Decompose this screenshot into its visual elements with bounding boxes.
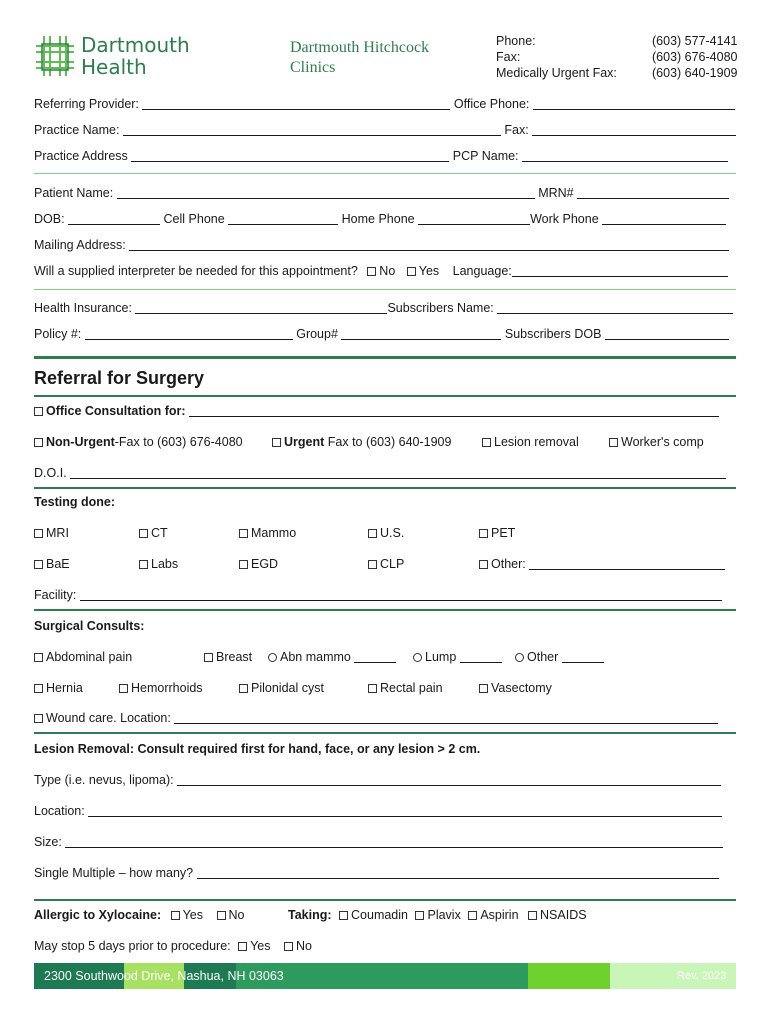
- interpreter-yes-label: Yes: [418, 264, 440, 278]
- consult-radio[interactable]: [413, 653, 422, 662]
- dartmouth-logo-icon: [34, 34, 76, 78]
- divider: [34, 173, 736, 174]
- cell-phone-label: Cell Phone: [163, 212, 225, 226]
- doi-label: D.O.I.: [34, 466, 67, 480]
- phone-label: Phone:: [496, 34, 536, 48]
- testing-label: CT: [151, 526, 168, 540]
- testing-option: [139, 526, 168, 540]
- contact-values: [652, 33, 737, 81]
- section-title: Referral for Surgery: [34, 368, 205, 388]
- divider: [34, 899, 736, 901]
- lesion-location-label: Location:: [34, 804, 85, 818]
- non-urgent-option: [34, 435, 243, 449]
- health-insurance-row: [34, 301, 733, 315]
- office-phone-label: Office Phone:: [453, 97, 530, 111]
- footer-rev: Rev. 2023: [677, 970, 727, 982]
- interpreter-no-checkbox[interactable]: [367, 267, 376, 276]
- language-field[interactable]: [512, 264, 728, 277]
- consult-checkbox[interactable]: [368, 684, 377, 693]
- taking-row: [288, 908, 587, 922]
- facility-label: Facility:: [34, 588, 77, 602]
- patient-name-label: Patient Name:: [34, 186, 114, 200]
- lesion-location-field[interactable]: [88, 804, 722, 817]
- clinics-line1: Dartmouth Hitchcock: [290, 39, 430, 56]
- lesion-count-row: [34, 866, 719, 880]
- home-phone-field[interactable]: [418, 212, 530, 225]
- testing-checkbox[interactable]: [368, 529, 377, 538]
- divider: [34, 609, 736, 611]
- clinics-line2: Clinics: [290, 59, 336, 76]
- testing-label: U.S.: [380, 526, 405, 540]
- testing-option: [239, 557, 278, 571]
- work-phone-field[interactable]: [602, 212, 726, 225]
- testing-label: Mammo: [251, 526, 297, 540]
- may-stop-yes-label: Yes: [250, 939, 271, 953]
- testing-label: Labs: [151, 557, 179, 571]
- med-label: Aspirin: [480, 908, 519, 922]
- practice-name-field[interactable]: [123, 123, 501, 136]
- allergic-yes-checkbox[interactable]: [171, 911, 180, 920]
- workers-comp-option: [609, 435, 704, 449]
- office-consult-row: [34, 404, 719, 418]
- office-consult-label: Office Consultation for:: [46, 404, 186, 418]
- referring-provider-label: Referring Provider:: [34, 97, 139, 111]
- subscribers-dob-label: Subscribers DOB: [504, 327, 602, 341]
- wound-care-field[interactable]: [174, 711, 718, 724]
- testing-option: [34, 526, 69, 540]
- divider: [34, 289, 736, 290]
- divider: [34, 487, 736, 489]
- urgent-bold: Urgent: [284, 435, 325, 449]
- phone-value: (603) 577-4141: [652, 34, 738, 48]
- testing-label: EGD: [251, 557, 279, 571]
- testing-checkbox[interactable]: [479, 560, 488, 569]
- non-urgent-bold: Non-Urgent: [46, 435, 115, 449]
- lesion-count-label: Single Multiple – how many?: [34, 866, 194, 880]
- workers-comp-label: Worker's comp: [621, 435, 704, 449]
- lesion-removal-checkbox[interactable]: [482, 438, 491, 447]
- urgent-fax-value: (603) 640-1909: [652, 66, 738, 80]
- facility-field[interactable]: [80, 588, 722, 601]
- lesion-type-label: Type (i.e. nevus, lipoma):: [34, 773, 174, 787]
- consult-label: Other: [527, 650, 559, 664]
- consult-checkbox[interactable]: [34, 653, 43, 662]
- consult-label: Rectal pain: [380, 681, 443, 695]
- med-label: Plavix: [427, 908, 461, 922]
- testing-label: BaE: [46, 557, 70, 571]
- other-test-field[interactable]: [529, 557, 725, 570]
- policy-label: Policy #:: [34, 327, 82, 341]
- testing-checkbox[interactable]: [34, 529, 43, 538]
- practice-name-row: [34, 123, 736, 137]
- allergic-yes-label: Yes: [182, 908, 204, 922]
- testing-checkbox[interactable]: [368, 560, 377, 569]
- divider: [34, 395, 736, 397]
- practice-address-label: Practice Address: [34, 149, 128, 163]
- consult-label: Lump: [425, 650, 457, 664]
- consult-option: [413, 650, 502, 664]
- urgent-rest: Fax to (603) 640-1909: [324, 435, 452, 449]
- testing-checkbox[interactable]: [139, 529, 148, 538]
- lesion-title: Lesion Removal: Consult required first for hand, face, or any lesion > 2 cm.: [34, 742, 481, 756]
- practice-fax-field[interactable]: [532, 123, 736, 136]
- practice-name-label: Practice Name:: [34, 123, 120, 137]
- may-stop-yes-checkbox[interactable]: [238, 942, 247, 951]
- pcp-name-field[interactable]: [522, 149, 728, 162]
- may-stop-row: [34, 939, 312, 953]
- consult-option: [204, 650, 252, 664]
- consult-radio[interactable]: [268, 653, 277, 662]
- consult-label: Abn mammo: [280, 650, 351, 664]
- health-insurance-label: Health Insurance:: [34, 301, 132, 315]
- interpreter-no-label: No: [379, 264, 396, 278]
- dob-row: [34, 212, 726, 226]
- med-checkbox[interactable]: [415, 911, 424, 920]
- lesion-type-row: [34, 773, 721, 787]
- lesion-count-field[interactable]: [197, 866, 719, 879]
- testing-option: [34, 557, 70, 571]
- consults-title: Surgical Consults:: [34, 619, 145, 633]
- practice-fax-label: Fax:: [504, 123, 529, 137]
- group-label: Group#: [296, 327, 338, 341]
- consult-option: [34, 650, 132, 664]
- policy-field[interactable]: [85, 327, 293, 340]
- interpreter-row: [34, 264, 728, 278]
- urgent-checkbox[interactable]: [272, 438, 281, 447]
- testing-checkbox[interactable]: [34, 560, 43, 569]
- consult-checkbox[interactable]: [239, 684, 248, 693]
- allergy-row: [34, 908, 244, 922]
- med-label: Coumadin: [351, 908, 408, 922]
- consult-checkbox[interactable]: [119, 684, 128, 693]
- lesion-type-field[interactable]: [177, 773, 721, 786]
- consult-option: [368, 681, 443, 695]
- may-stop-label: May stop 5 days prior to procedure:: [34, 939, 231, 953]
- testing-checkbox[interactable]: [239, 560, 248, 569]
- consult-option: [515, 650, 604, 664]
- testing-checkbox[interactable]: [239, 529, 248, 538]
- consult-label: Breast: [216, 650, 253, 664]
- interpreter-yes-checkbox[interactable]: [407, 267, 416, 276]
- testing-label: CLP: [380, 557, 405, 571]
- fax-label: Fax:: [496, 50, 521, 64]
- consult-label: Abdominal pain: [46, 650, 133, 664]
- med-checkbox[interactable]: [468, 911, 477, 920]
- divider: [34, 732, 736, 734]
- fax-value: (603) 676-4080: [652, 50, 738, 64]
- wound-care-row: [34, 711, 718, 725]
- dob-field[interactable]: [68, 212, 160, 225]
- urgent-option: [272, 435, 451, 449]
- contact-labels: [496, 33, 617, 81]
- may-stop-no-checkbox[interactable]: [284, 942, 293, 951]
- group-field[interactable]: [341, 327, 501, 340]
- consult-checkbox[interactable]: [34, 684, 43, 693]
- interpreter-question: Will a supplied interpreter be needed for this appointment?: [34, 264, 358, 278]
- testing-label: PET: [491, 526, 516, 540]
- wound-care-checkbox[interactable]: [34, 714, 43, 723]
- testing-option: [368, 526, 404, 540]
- office-consult-checkbox[interactable]: [34, 407, 43, 416]
- other-consult-field[interactable]: [562, 650, 604, 663]
- brand-name: [81, 34, 190, 78]
- may-stop-no-label: No: [296, 939, 312, 953]
- doi-field[interactable]: [70, 466, 726, 479]
- consult-option: [268, 650, 396, 664]
- testing-checkbox[interactable]: [139, 560, 148, 569]
- non-urgent-rest: -Fax to (603) 676-4080: [114, 435, 243, 449]
- consult-checkbox[interactable]: [479, 684, 488, 693]
- allergic-no-label: No: [228, 908, 245, 922]
- allergic-no-checkbox[interactable]: [217, 911, 226, 920]
- lesion-location-row: [34, 804, 722, 818]
- testing-checkbox[interactable]: [479, 529, 488, 538]
- med-label: NSAIDS: [540, 908, 587, 922]
- cell-phone-field[interactable]: [228, 212, 338, 225]
- consult-checkbox[interactable]: [204, 653, 213, 662]
- office-consult-field[interactable]: [189, 404, 719, 417]
- mailing-address-field[interactable]: [129, 238, 729, 251]
- consult-option: [479, 681, 552, 695]
- consult-option: [239, 681, 324, 695]
- testing-option: [368, 557, 404, 571]
- subscribers-dob-field[interactable]: [605, 327, 729, 340]
- consult-radio[interactable]: [515, 653, 524, 662]
- work-phone-label: Work Phone: [530, 212, 599, 226]
- facility-row: [34, 588, 722, 602]
- urgent-fax-label: Medically Urgent Fax:: [496, 66, 617, 80]
- mailing-address-label: Mailing Address:: [34, 238, 126, 252]
- testing-label: Other:: [491, 557, 526, 571]
- lump-field[interactable]: [460, 650, 502, 663]
- language-label: Language:: [452, 264, 512, 278]
- lesion-size-field[interactable]: [65, 835, 723, 848]
- logo: [34, 34, 76, 78]
- consult-label: Hernia: [46, 681, 83, 695]
- brand-line1: Dartmouth: [81, 33, 190, 57]
- footer-address: 2300 Southwood Drive, Nashua, NH 03063: [44, 969, 284, 983]
- testing-option: [479, 557, 725, 571]
- testing-title: Testing done:: [34, 495, 116, 509]
- med-checkbox[interactable]: [339, 911, 348, 920]
- subscribers-name-label: Subscribers Name:: [387, 301, 494, 315]
- testing-option: [239, 526, 296, 540]
- patient-name-field[interactable]: [117, 186, 535, 199]
- consult-label: Hemorrhoids: [131, 681, 203, 695]
- section-divider: [34, 356, 736, 359]
- referring-provider-field[interactable]: [142, 97, 450, 110]
- office-phone-field[interactable]: [533, 97, 735, 110]
- patient-name-row: [34, 186, 729, 200]
- footer-segment: [528, 963, 610, 989]
- consult-label: Vasectomy: [491, 681, 552, 695]
- wound-care-label: Wound care. Location:: [46, 711, 171, 725]
- subscribers-name-field[interactable]: [497, 301, 733, 314]
- policy-row: [34, 327, 729, 341]
- consult-option: [34, 681, 83, 695]
- brand-line2: Health: [81, 55, 147, 79]
- mailing-address-row: [34, 238, 729, 252]
- referring-provider-row: [34, 97, 735, 111]
- testing-label: MRI: [46, 526, 69, 540]
- consult-option: [119, 681, 203, 695]
- doi-row: [34, 466, 726, 480]
- dob-label: DOB:: [34, 212, 65, 226]
- mrn-label: MRN#: [538, 186, 574, 200]
- non-urgent-checkbox[interactable]: [34, 438, 43, 447]
- taking-label: Taking:: [288, 908, 332, 922]
- health-insurance-field[interactable]: [135, 301, 387, 314]
- allergic-label: Allergic to Xylocaine:: [34, 908, 162, 922]
- mrn-field[interactable]: [577, 186, 729, 199]
- practice-address-field[interactable]: [131, 149, 449, 162]
- lesion-size-row: [34, 835, 723, 849]
- home-phone-label: Home Phone: [341, 212, 415, 226]
- consult-label: Pilonidal cyst: [251, 681, 324, 695]
- clinics-name: [290, 38, 429, 78]
- abn-mammo-field[interactable]: [354, 650, 396, 663]
- med-checkbox[interactable]: [528, 911, 537, 920]
- workers-comp-checkbox[interactable]: [609, 438, 618, 447]
- lesion-removal-option: [482, 435, 579, 449]
- testing-option: [479, 526, 515, 540]
- practice-address-row: [34, 149, 728, 163]
- testing-option: [139, 557, 178, 571]
- pcp-name-label: PCP Name:: [452, 149, 519, 163]
- lesion-size-label: Size:: [34, 835, 62, 849]
- lesion-removal-label: Lesion removal: [494, 435, 579, 449]
